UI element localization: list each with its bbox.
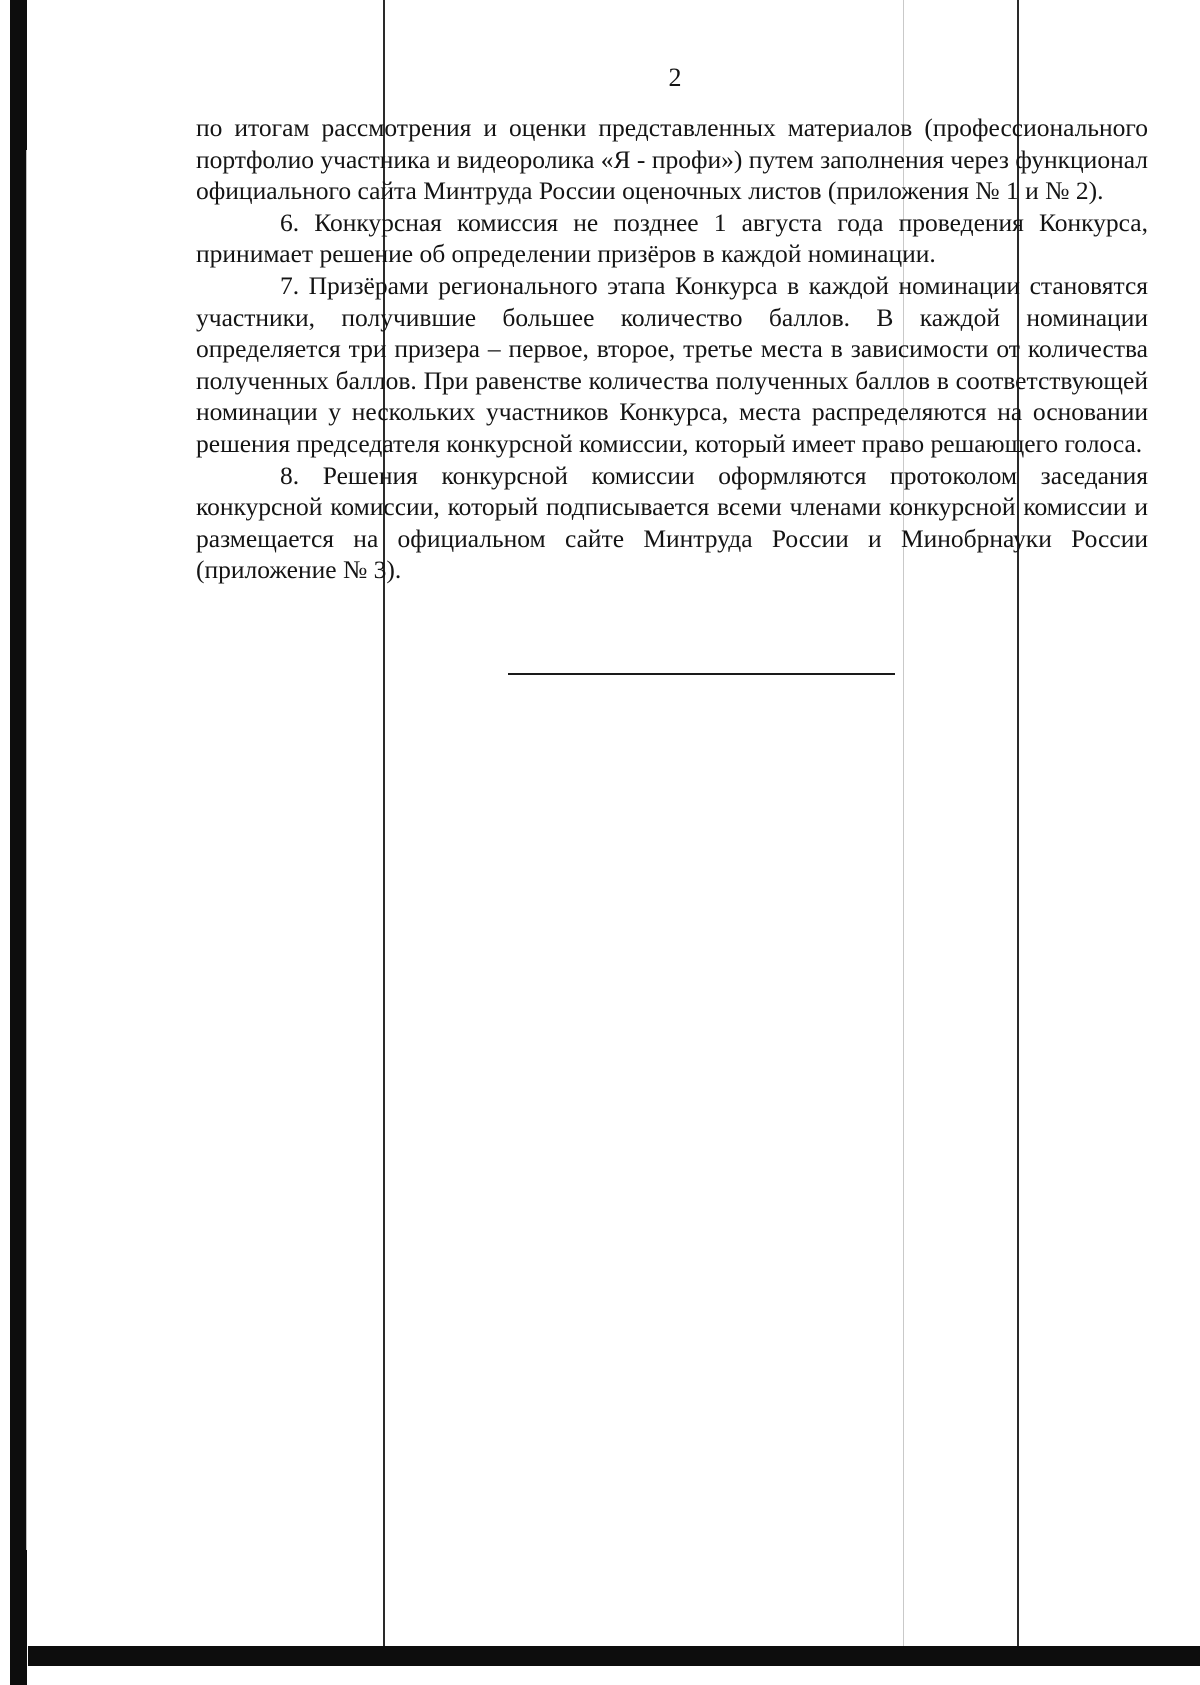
scan-edge-bottom xyxy=(28,1646,1200,1666)
scan-edge-left xyxy=(10,0,27,1685)
document-body xyxy=(196,112,1148,586)
paragraph-continuation: по итогам рассмотрения и оценки представленных материалов (профессионального портфолио участника и видеоролика «Я - профи») путем заполнения через функционал официального сайта Минтруда России оценочных листов (приложения № 1 и № 2). xyxy=(196,113,1148,206)
scan-artifact-line xyxy=(26,150,27,1550)
page-number: 2 xyxy=(668,63,682,92)
paragraph-item-6: 6. Конкурсная комиссия не позднее 1 августа года проведения Конкурса, принимает решение об определении призёров в каждой номинации. xyxy=(196,207,1148,269)
paragraph-item-7: 7. Призёрами регионального этапа Конкурса в каждой номинации становятся участники, получившие большее количество баллов. В каждой номинации определяется три призера – первое, второе, третье места в зависимости от количества полученных баллов. При равенстве количества полученных баллов в соответствующей номинации у нескольких участников Конкурса, места распределяются на основании решения председателя конкурсной комиссии, который имеет право решающего голоса. xyxy=(196,270,1148,458)
end-of-document-rule xyxy=(508,673,895,675)
paragraph-item-8: 8. Решения конкурсной комиссии оформляются протоколом заседания конкурсной комиссии, который подписывается всеми членами конкурсной комиссии и размещается на официальном сайте Минтруда России и Минобрнауки России (приложение № 3). xyxy=(196,460,1148,585)
